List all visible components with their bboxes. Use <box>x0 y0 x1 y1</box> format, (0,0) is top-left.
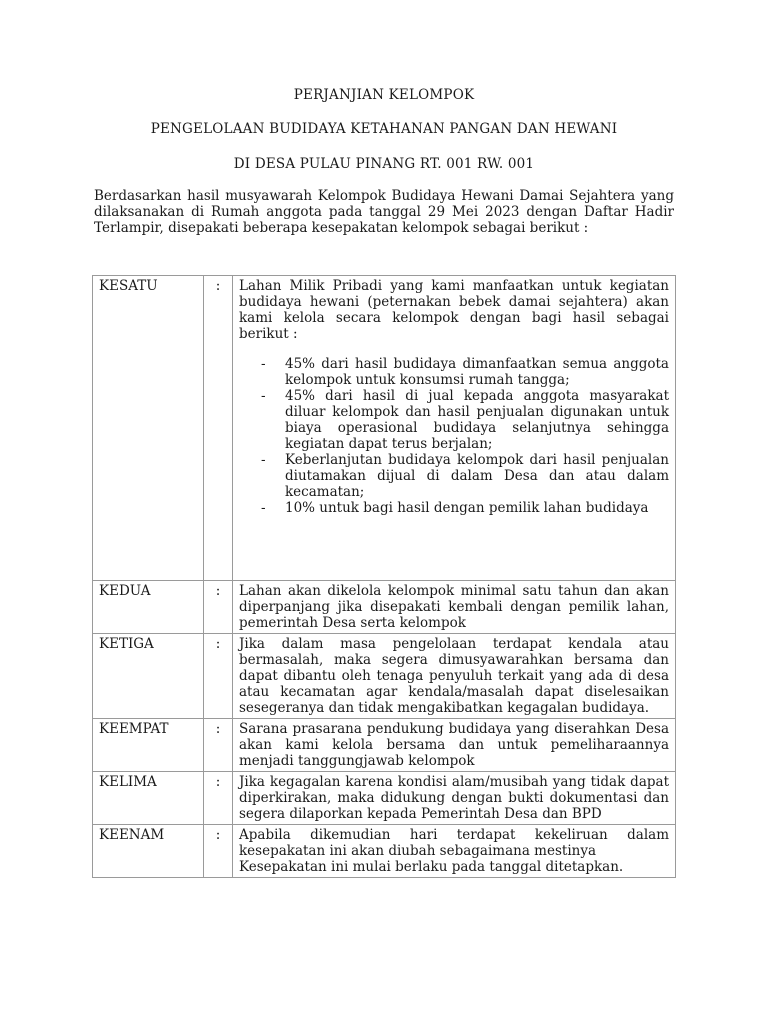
table-row <box>93 719 676 772</box>
list-item: - 45% dari hasil budidaya dimanfaatkan semua anggota kelompok untuk konsumsi rumah tangga; <box>261 356 669 388</box>
article-text: Jika kegagalan karena kondisi alam/musibah yang tidak dapat diperkirakan, maka didukung dengan bukti dokumentasi dan segera dilaporkan kepada Pemerintah Desa dan BPD <box>233 772 676 825</box>
article-label: KEDUA <box>93 581 204 634</box>
colon: : <box>204 581 233 634</box>
article-label: KELIMA <box>93 772 204 825</box>
table-row <box>93 276 676 581</box>
article-content <box>233 276 676 581</box>
article-label: KETIGA <box>93 634 204 719</box>
article-label: KEENAM <box>93 825 204 878</box>
article-content <box>233 825 676 878</box>
document-subtitle: PENGELOLAAN BUDIDAYA KETAHANAN PANGAN DAN HEWANI <box>150 121 618 137</box>
colon: : <box>204 772 233 825</box>
article-text: Lahan Milik Pribadi yang kami manfaatkan untuk kegiatan budidaya hewani (peternakan bebek damai sejahtera) akan kami kelola secara kelompok dengan bagi hasil sebagai berikut : <box>239 278 669 342</box>
colon: : <box>204 276 233 581</box>
article-label: KEEMPAT <box>93 719 204 772</box>
article-closing-text: Kesepakatan ini mulai berlaku pada tanggal ditetapkan. <box>239 859 624 875</box>
article-text: Apabila dikemudian hari terdapat kekeliruan dalam kesepakatan ini akan diubah sebagaimana mestinya <box>239 827 669 859</box>
table-row <box>93 581 676 634</box>
intro-paragraph: Berdasarkan hasil musyawarah Kelompok Budidaya Hewani Damai Sejahtera yang dilaksanakan di Rumah anggota pada tanggal 29 Mei 2023 dengan Daftar Hadir Terlampir, disepakati beberapa kesepakatan kelompok sebagai berikut : <box>94 188 674 236</box>
colon: : <box>204 825 233 878</box>
table-row <box>93 772 676 825</box>
list-item: - 10% untuk bagi hasil dengan pemilik lahan budidaya <box>261 500 669 516</box>
profit-sharing-list <box>239 356 669 516</box>
document-title: PERJANJIAN KELOMPOK <box>293 87 475 103</box>
table-row <box>93 634 676 719</box>
table-row <box>93 825 676 878</box>
article-text: Jika dalam masa pengelolaan terdapat kendala atau bermasalah, maka segera dimusyawarahkan bersama dan dapat dibantu oleh tenaga penyuluh terkait yang ada di desa atau kecamatan agar kendala/masalah dapat diselesaikan sesegeranya dan tidak mengakibatkan kegagalan budidaya. <box>233 634 676 719</box>
colon: : <box>204 719 233 772</box>
document-location: DI DESA PULAU PINANG RT. 001 RW. 001 <box>233 156 535 172</box>
list-item: - 45% dari hasil di jual kepada anggota masyarakat diluar kelompok dan hasil penjualan digunakan untuk biaya operasional budidaya selanjutnya sehingga kegiatan dapat terus berjalan; <box>261 388 669 452</box>
agreement-table <box>92 275 676 878</box>
list-item: - Keberlanjutan budidaya kelompok dari hasil penjualan diutamakan dijual di dalam Desa dan atau dalam kecamatan; <box>261 452 669 500</box>
article-text: Lahan akan dikelola kelompok minimal satu tahun dan akan diperpanjang jika disepakati kembali dengan pemilik lahan, pemerintah Desa serta kelompok <box>233 581 676 634</box>
article-text: Sarana prasarana pendukung budidaya yang diserahkan Desa akan kami kelola bersama dan untuk pemeliharaannya menjadi tanggungjawab kelompok <box>233 719 676 772</box>
colon: : <box>204 634 233 719</box>
article-label: KESATU <box>93 276 204 581</box>
